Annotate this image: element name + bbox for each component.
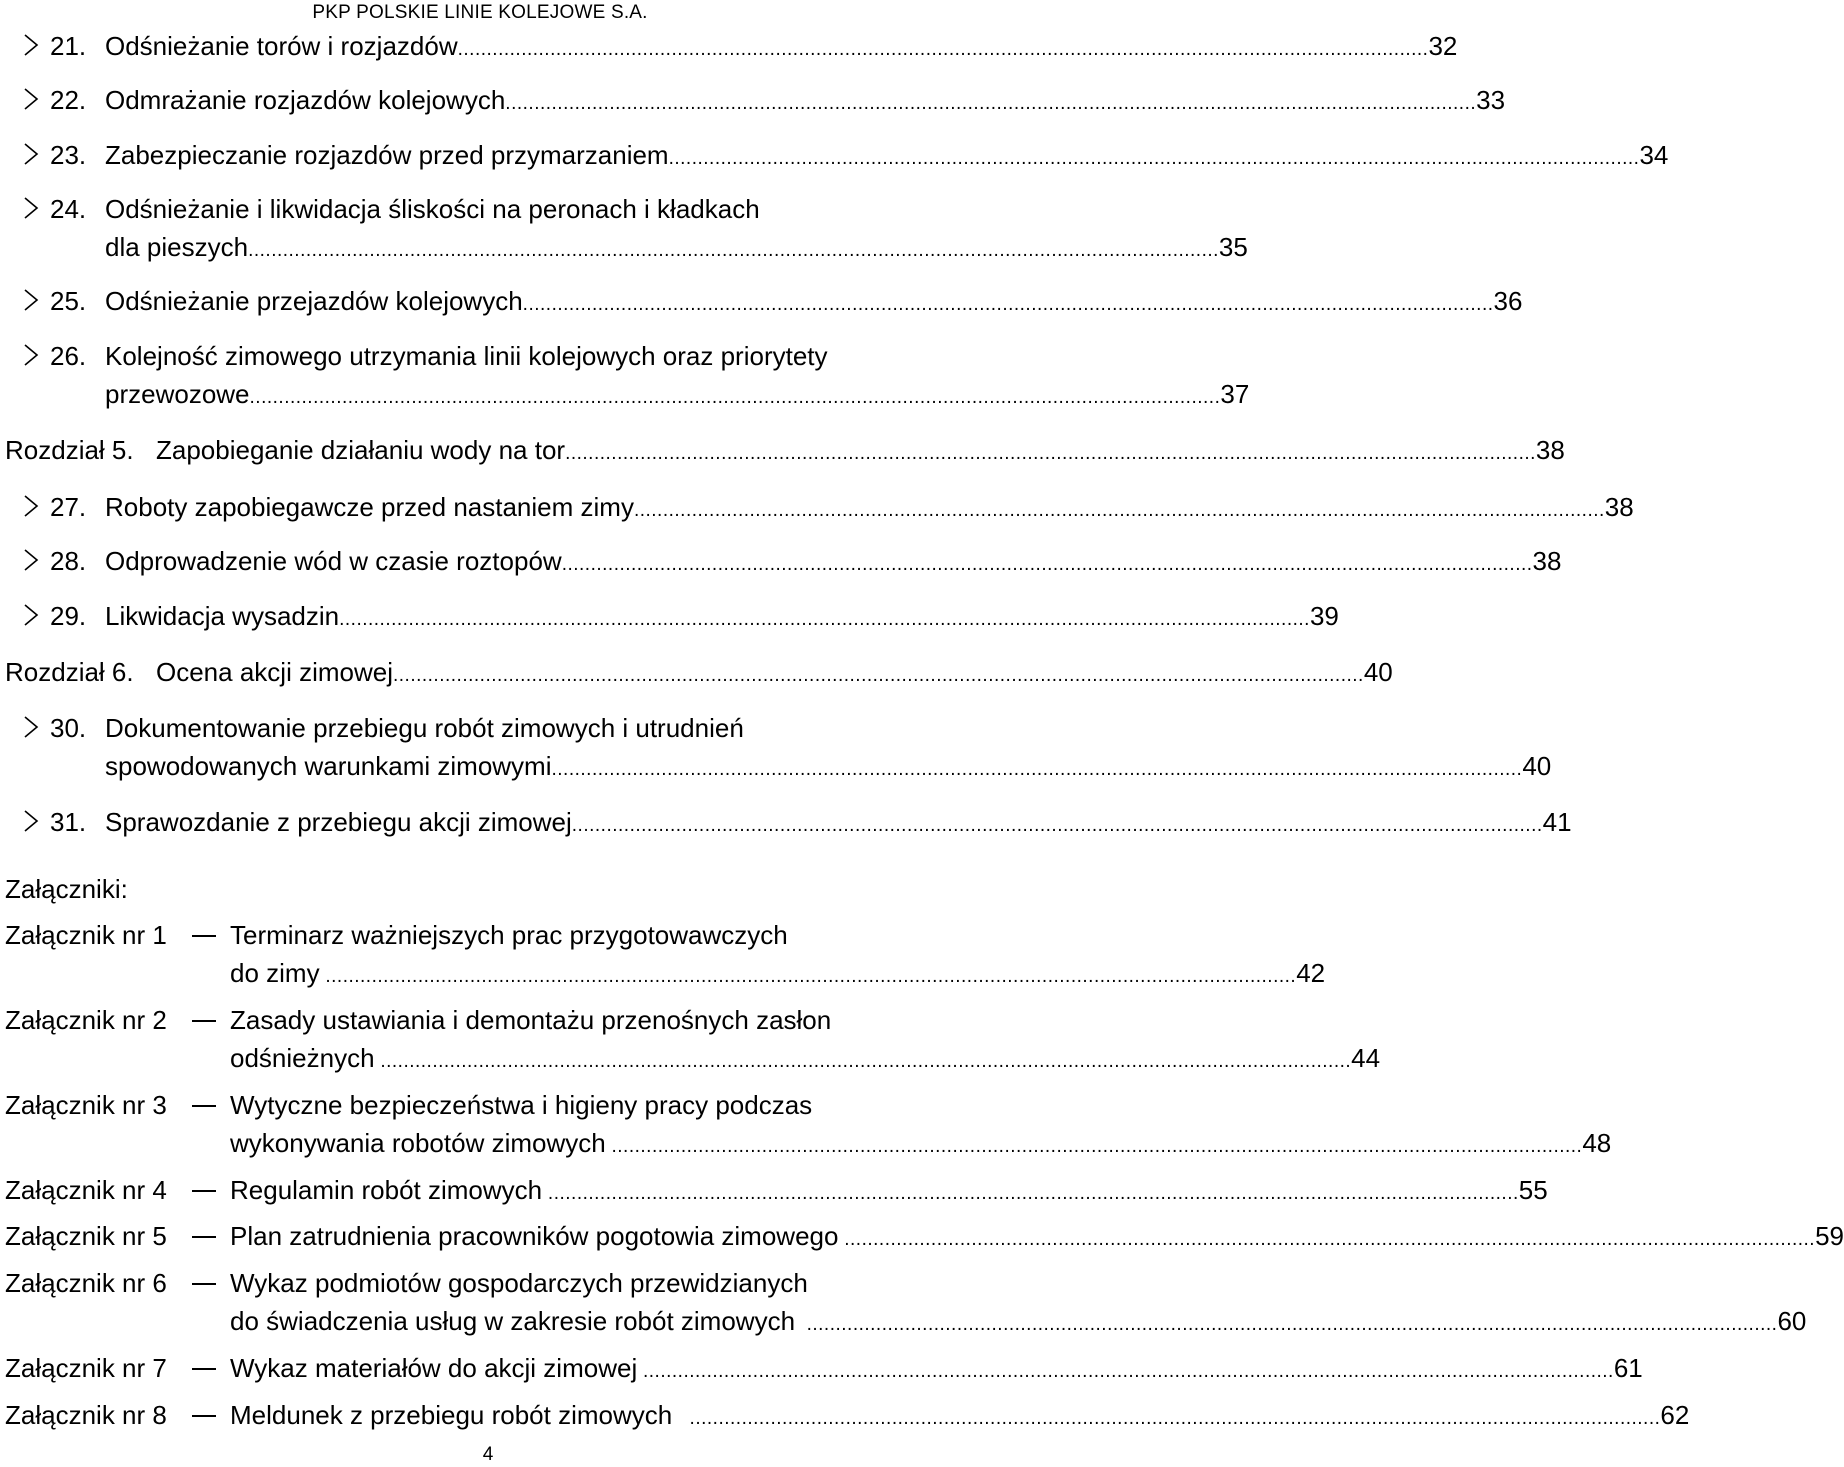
toc-chapter-entry[interactable] (156, 433, 1565, 467)
toc-number: 24. (50, 194, 87, 224)
toc-entry[interactable] (105, 29, 1458, 63)
toc-entry[interactable] (105, 749, 1552, 783)
toc-page-number: 34 (1639, 140, 1669, 170)
annex-dash (192, 1105, 216, 1107)
toc-leader-dots: ........................................................................................................................................................................ (248, 240, 1219, 261)
annex-page-number: 42 (1296, 958, 1326, 988)
toc-entry-title: Odśnieżanie torów i rozjazdów (105, 31, 458, 61)
chapter-label: Rozdział 6. (5, 657, 134, 687)
annex-title: Meldunek z przebiegu robót zimowych (230, 1400, 673, 1430)
toc-leader-dots: ........................................................................................................................................................................ (505, 93, 1477, 114)
toc-leader-dots: ........................................................................................................................................................................ (668, 148, 1640, 169)
toc-number: 26. (50, 341, 87, 371)
chapter-label: Rozdział 5. (5, 435, 134, 465)
toc-leader-dots: ........................................................................................................................................................................ (542, 1183, 1519, 1204)
annex-page-number: 62 (1660, 1400, 1690, 1430)
toc-leader-dots: ........................................................................................................................................................................ (565, 443, 1536, 464)
toc-entry-title: Odmrażanie rozjazdów kolejowych (105, 85, 506, 115)
toc-number: 29. (50, 601, 87, 631)
annex-dash (192, 1415, 216, 1417)
annex-dash (192, 1190, 216, 1192)
annex-title: Regulamin robót zimowych (230, 1175, 543, 1205)
toc-chapter-entry[interactable] (156, 655, 1393, 689)
annex-entry[interactable] (230, 1219, 1844, 1253)
annex-label: Załącznik nr 8 (5, 1400, 167, 1430)
annex-page-number: 44 (1351, 1043, 1381, 1073)
annex-title: Plan zatrudnienia pracowników pogotowia zimowego (230, 1221, 839, 1251)
toc-page-number: 40 (1522, 751, 1552, 781)
annex-dash (192, 1283, 216, 1285)
arrow-bullet-icon (24, 604, 38, 626)
annex-title-line1: Wytyczne bezpieczeństwa i higieny pracy podczas (230, 1090, 813, 1120)
toc-entry[interactable] (105, 377, 1250, 411)
annex-label: Załącznik nr 1 (5, 920, 167, 950)
toc-number: 21. (50, 31, 87, 61)
annex-label: Załącznik nr 4 (5, 1175, 167, 1205)
annex-entry[interactable] (230, 1041, 1381, 1075)
annex-dash (192, 1236, 216, 1238)
toc-entry-title: Ocena akcji zimowej (156, 657, 393, 687)
arrow-bullet-icon (24, 289, 38, 311)
annex-label: Załącznik nr 2 (5, 1005, 167, 1035)
toc-page-number: 38 (1535, 435, 1565, 465)
annex-page-number: 60 (1777, 1306, 1807, 1336)
page-number-footer: 4 (482, 1444, 494, 1465)
toc-leader-dots: ........................................................................................................................................................................ (838, 1229, 1816, 1250)
annex-page-number: 48 (1582, 1128, 1612, 1158)
toc-entry[interactable] (105, 284, 1523, 318)
toc-entry[interactable] (105, 83, 1506, 117)
toc-page-number: 38 (1532, 546, 1562, 576)
toc-leader-dots: ........................................................................................................................................................................ (551, 759, 1523, 780)
toc-leader-dots: ........................................................................................................................................................................ (249, 387, 1221, 408)
annex-label: Załącznik nr 5 (5, 1221, 167, 1251)
toc-leader-dots: ........................................................................................................................................................................ (637, 1361, 1614, 1382)
arrow-bullet-icon (24, 88, 38, 110)
toc-entry[interactable] (105, 490, 1634, 524)
toc-entry-title: Zapobieganie działaniu wody na tor (156, 435, 566, 465)
arrow-bullet-icon (24, 197, 38, 219)
annexes-heading: Załączniki: (5, 874, 128, 904)
toc-leader-dots: ........................................................................................................................................................................ (605, 1136, 1583, 1157)
toc-number: 27. (50, 492, 87, 522)
toc-number: 28. (50, 546, 87, 576)
toc-page-number: 38 (1604, 492, 1634, 522)
annex-entry[interactable] (230, 956, 1326, 990)
toc-leader-dots: ........................................................................................................................................................................ (339, 609, 1310, 630)
annex-dash (192, 1368, 216, 1370)
arrow-bullet-icon (24, 810, 38, 832)
annex-dash (192, 1020, 216, 1022)
toc-page-number: 32 (1428, 31, 1458, 61)
annex-label: Załącznik nr 6 (5, 1268, 167, 1298)
arrow-bullet-icon (24, 34, 38, 56)
arrow-bullet-icon (24, 344, 38, 366)
toc-entry-title: spowodowanych warunkami zimowymi (105, 751, 552, 781)
arrow-bullet-icon (24, 716, 38, 738)
toc-leader-dots: ........................................................................................................................................................................ (795, 1314, 1778, 1335)
annex-entry[interactable] (230, 1351, 1643, 1385)
annex-entry[interactable] (230, 1398, 1690, 1432)
toc-entry-title: dla pieszych (105, 232, 249, 262)
annex-dash (192, 935, 216, 937)
toc-entry-title: przewozowe (105, 379, 250, 409)
arrow-bullet-icon (24, 495, 38, 517)
toc-entry[interactable] (105, 805, 1572, 839)
annex-page-number: 59 (1815, 1221, 1844, 1251)
toc-entry-title-line1: Kolejność zimowego utrzymania linii kolejowych oraz priorytety (105, 341, 828, 371)
arrow-bullet-icon (24, 143, 38, 165)
annex-page-number: 61 (1613, 1353, 1643, 1383)
toc-page-number: 36 (1493, 286, 1523, 316)
toc-leader-dots: ........................................................................................................................................................................ (672, 1408, 1661, 1429)
toc-page-number: 39 (1309, 601, 1339, 631)
toc-number: 30. (50, 713, 87, 743)
toc-page-number: 40 (1363, 657, 1393, 687)
annex-title-line1: Zasady ustawiania i demontażu przenośnych zasłon (230, 1005, 832, 1035)
arrow-bullet-icon (24, 549, 38, 571)
toc-leader-dots: ........................................................................................................................................................................ (561, 554, 1533, 575)
toc-page-number: 37 (1220, 379, 1250, 409)
toc-page-number: 33 (1476, 85, 1506, 115)
annex-title: Wykaz materiałów do akcji zimowej (230, 1353, 638, 1383)
toc-number: 31. (50, 807, 87, 837)
toc-entry-title: Odśnieżanie przejazdów kolejowych (105, 286, 523, 316)
annex-entry[interactable] (230, 1304, 1807, 1338)
annex-title: do świadczenia usług w zakresie robót zimowych (230, 1306, 796, 1336)
annex-title-line1: Wykaz podmiotów gospodarczych przewidzianych (230, 1268, 808, 1298)
annex-entry[interactable] (230, 1173, 1548, 1207)
toc-entry-title: Sprawozdanie z przebiegu akcji zimowej (105, 807, 572, 837)
toc-page-number: 35 (1218, 232, 1248, 262)
annex-entry[interactable] (230, 1126, 1612, 1160)
annex-page-number: 55 (1518, 1175, 1548, 1205)
toc-entry[interactable] (105, 544, 1562, 578)
annex-title: wykonywania robotów zimowych (230, 1128, 606, 1158)
document-header: PKP POLSKIE LINIE KOLEJOWE S.A. (312, 2, 648, 23)
toc-number: 23. (50, 140, 87, 170)
toc-entry-title-line1: Odśnieżanie i likwidacja śliskości na peronach i kładkach (105, 194, 760, 224)
annex-label: Załącznik nr 3 (5, 1090, 167, 1120)
toc-entry[interactable] (105, 230, 1248, 264)
annex-title: odśnieżnych (230, 1043, 375, 1073)
toc-leader-dots: ........................................................................................................................................................................ (319, 966, 1297, 987)
toc-leader-dots: ........................................................................................................................................................................ (374, 1051, 1352, 1072)
toc-number: 22. (50, 85, 87, 115)
toc-page-number: 41 (1542, 807, 1572, 837)
annex-title: do zimy (230, 958, 320, 988)
toc-entry-title: Zabezpieczanie rozjazdów przed przymarzaniem (105, 140, 669, 170)
annex-label: Załącznik nr 7 (5, 1353, 167, 1383)
toc-entry-title: Roboty zapobiegawcze przed nastaniem zimy (105, 492, 634, 522)
toc-leader-dots: ........................................................................................................................................................................ (571, 815, 1543, 836)
toc-leader-dots: ........................................................................................................................................................................ (633, 500, 1605, 521)
toc-entry-title: Odprowadzenie wód w czasie roztopów (105, 546, 562, 576)
toc-entry-title-line1: Dokumentowanie przebiegu robót zimowych i utrudnień (105, 713, 744, 743)
toc-entry-title: Likwidacja wysadzin (105, 601, 340, 631)
toc-entry[interactable] (105, 138, 1669, 172)
toc-leader-dots: ........................................................................................................................................................................ (392, 665, 1364, 686)
annex-title-line1: Terminarz ważniejszych prac przygotowawczych (230, 920, 788, 950)
toc-entry[interactable] (105, 599, 1339, 633)
toc-leader-dots: ........................................................................................................................................................................ (457, 39, 1429, 60)
toc-number: 25. (50, 286, 87, 316)
toc-leader-dots: ........................................................................................................................................................................ (522, 294, 1494, 315)
